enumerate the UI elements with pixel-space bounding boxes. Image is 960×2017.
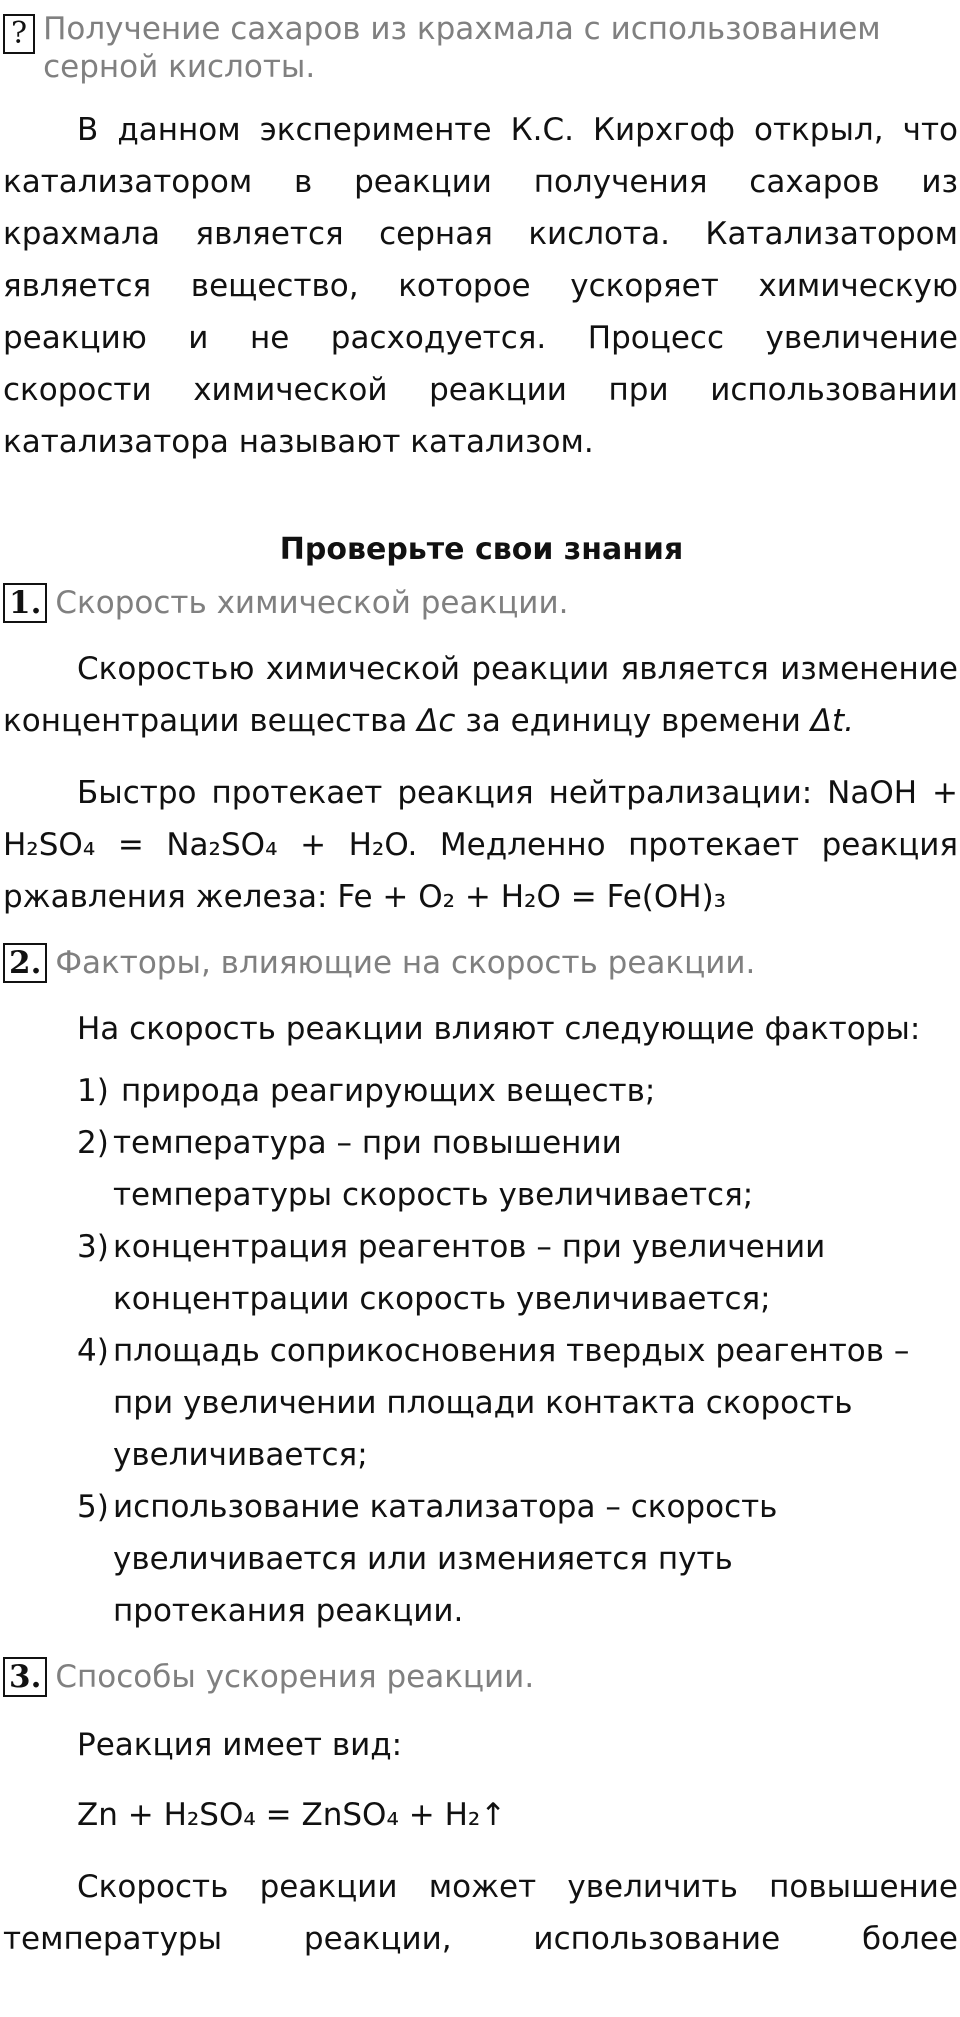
list-item-text: природа реагирующих веществ; xyxy=(121,1073,656,1109)
q1-text-2: за единицу времени xyxy=(455,703,811,739)
list-item-number: 5) xyxy=(77,1489,109,1525)
intro-answer-paragraph: В данном эксперименте К.С. Кирхгоф открыл, что катализатором в реакции получения сахаров из крахмала является серная кислота. Катализатором является вещество, которое ускоряет химическую реакцию и не расходуется. Процесс увеличение скорости химической реакции при использовании катализатора называют катализом. xyxy=(3,112,958,460)
question-1-title: Скорость химической реакции. xyxy=(55,585,569,621)
list-item-text: концентрация реагентов – при увеличении концентрации скорость увеличивается; xyxy=(113,1229,826,1317)
list-item-number: 2) xyxy=(77,1125,109,1161)
intro-question-header xyxy=(3,0,960,86)
q1-equation-neutralization: NaOH + H₂SO₄ = Na₂SO₄ + H₂O. xyxy=(3,775,958,863)
q1-delta-c: Δc xyxy=(417,703,456,739)
question-mark-icon: ? xyxy=(3,14,35,54)
question-3-header xyxy=(3,1653,960,1701)
question-1-answer-paragraph-1 xyxy=(3,643,960,747)
question-3-title: Способы ускорения реакции. xyxy=(55,1659,535,1695)
list-item-text: использование катализатора – скорость увеличивается или изменияется путь протекания реакции. xyxy=(113,1489,778,1629)
list-item xyxy=(77,1481,960,1637)
list-item-number: 4) xyxy=(77,1333,109,1369)
question-2-number: 2. xyxy=(3,943,47,983)
question-1-answer-paragraph-2 xyxy=(3,767,960,923)
q1-delta-t: Δt. xyxy=(810,703,855,739)
question-2-lead: На скорость реакции влияют следующие факторы: xyxy=(77,1011,921,1047)
question-3-lead: Реакция имеет вид: xyxy=(77,1727,403,1763)
section-heading: Проверьте свои знания xyxy=(279,532,684,567)
q1-text-3: Быстро протекает реакция нейтрализации: xyxy=(77,775,828,811)
question-1-header xyxy=(3,579,960,627)
list-item xyxy=(77,1117,960,1221)
question-1-number: 1. xyxy=(3,583,47,623)
list-item-number: 1) xyxy=(77,1073,109,1109)
q1-text-1: Скоростью химической реакции является изменение концентрации вещества xyxy=(3,651,958,739)
question-3-equation: Zn + H₂SO₄ = ZnSO₄ + H₂↑ xyxy=(77,1797,507,1833)
question-3-answer-paragraph: Скорость реакции может увеличить повышение температуры реакции, использование более xyxy=(3,1869,958,1957)
q1-text-4: Медленно протекает реакция ржавления железа: xyxy=(3,827,958,915)
question-2-header xyxy=(3,939,960,987)
q1-equation-rusting: Fe + O₂ + H₂O = Fe(OH)₃ xyxy=(337,879,727,915)
list-item xyxy=(77,1065,960,1117)
intro-question-title: Получение сахаров из крахмала с использованием серной кислоты. xyxy=(43,11,881,85)
list-item-text: температура – при повышении температуры скорость увеличивается; xyxy=(113,1125,754,1213)
list-item-number: 3) xyxy=(77,1229,109,1265)
list-item-text: площадь соприкосновения твердых реагентов – при увеличении площади контакта скорость увеличивается; xyxy=(113,1333,910,1473)
list-item xyxy=(77,1325,960,1481)
list-item xyxy=(77,1221,960,1325)
factors-list xyxy=(3,1065,960,1637)
question-3-number: 3. xyxy=(3,1657,47,1697)
question-2-title: Факторы, влияющие на скорость реакции. xyxy=(55,945,756,981)
